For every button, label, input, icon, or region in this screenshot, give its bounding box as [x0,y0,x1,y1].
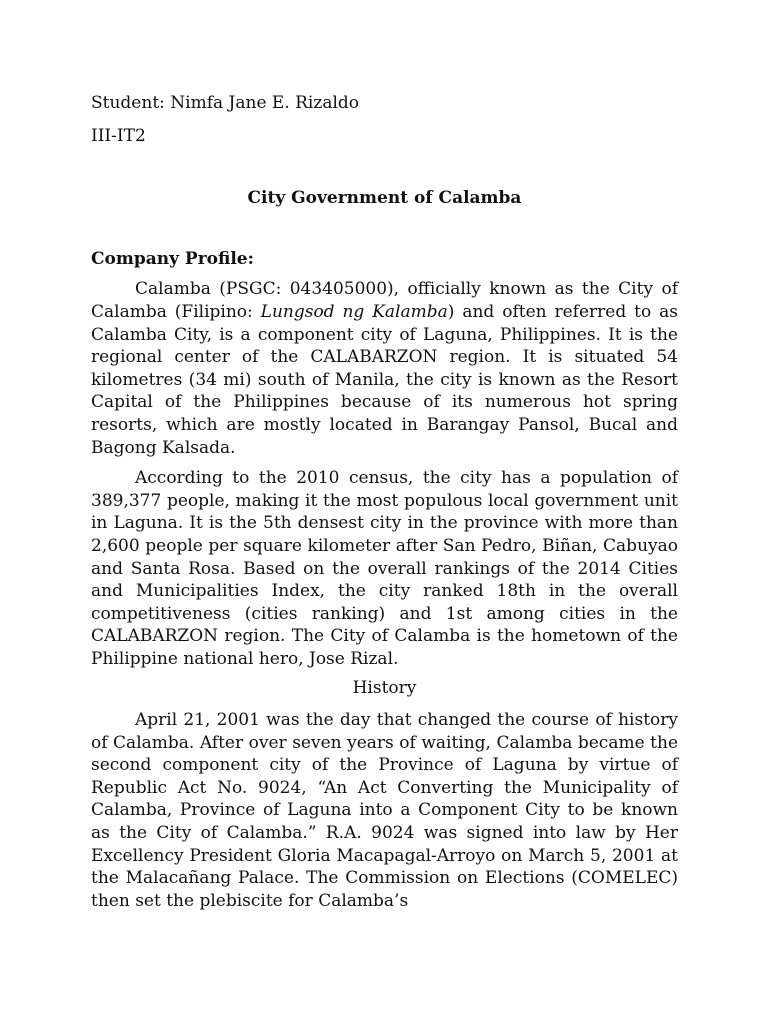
history-heading: History [352,678,417,699]
company-profile-paragraph-2: According to the 2010 census, the city has a population of 389,377 people, making it the most populous local government unit in Laguna. It is the 5th densest city in the province with more than 2,600 people per square kilometer after San Pedro, Biñan, Cabuyao and Santa Rosa. Based on the overall rankings of the 2014 Cities and Municipalities Index, the city ranked 18th in the overall competitiveness (cities ranking) and 1st among cities in the CALABARZON region. The City of Calamba is the hometown of the Philippine national hero, Jose Rizal. [91,468,678,669]
document-page [91,92,678,920]
paragraph-1-text-end: ) and often referred to as Calamba City, is a component city of Laguna, Philippines. It is the regional center of the CALABARZON region. It is situated 54 kilometres (34 mi) south of Manila, the city is known as the Resort Capital of the Philippines because of its numerous hot spring resorts, which are mostly located in Barangay Pansol, Bucal and Bagong Kalsada. [91,301,678,458]
history-paragraph-1: April 21, 2001 was the day that changed the course of history of Calamba. After over seven years of waiting, Calamba became the second component city of the Province of Laguna by virtue of Republic Act No. 9024, “An Act Converting the Municipality of Calamba, Province of Laguna into a Component City to be known as the City of Calamba.” R.A. 9024 was signed into law by Her Excellency President Gloria Macapagal-Arroyo on March 5, 2001 at the Malacañang Palace. The Commission on Elections (COMELEC) then set the plebiscite for Calamba’s [91,710,678,911]
company-profile-heading: Company Profile: [91,248,254,269]
student-section: III-IT2 [91,125,146,146]
student-name: Student: Nimfa Jane E. Rizaldo [91,93,360,113]
document-title: City Government of Calamba [247,188,522,209]
paragraph-1-text-start: Calamba (PSGC: 043405000), officially known as the City of Calamba (Filipino: [91,279,678,322]
company-profile-paragraph-1 [91,278,678,459]
paragraph-1-italic-name: Lungsod ng Kalamba [260,301,448,322]
